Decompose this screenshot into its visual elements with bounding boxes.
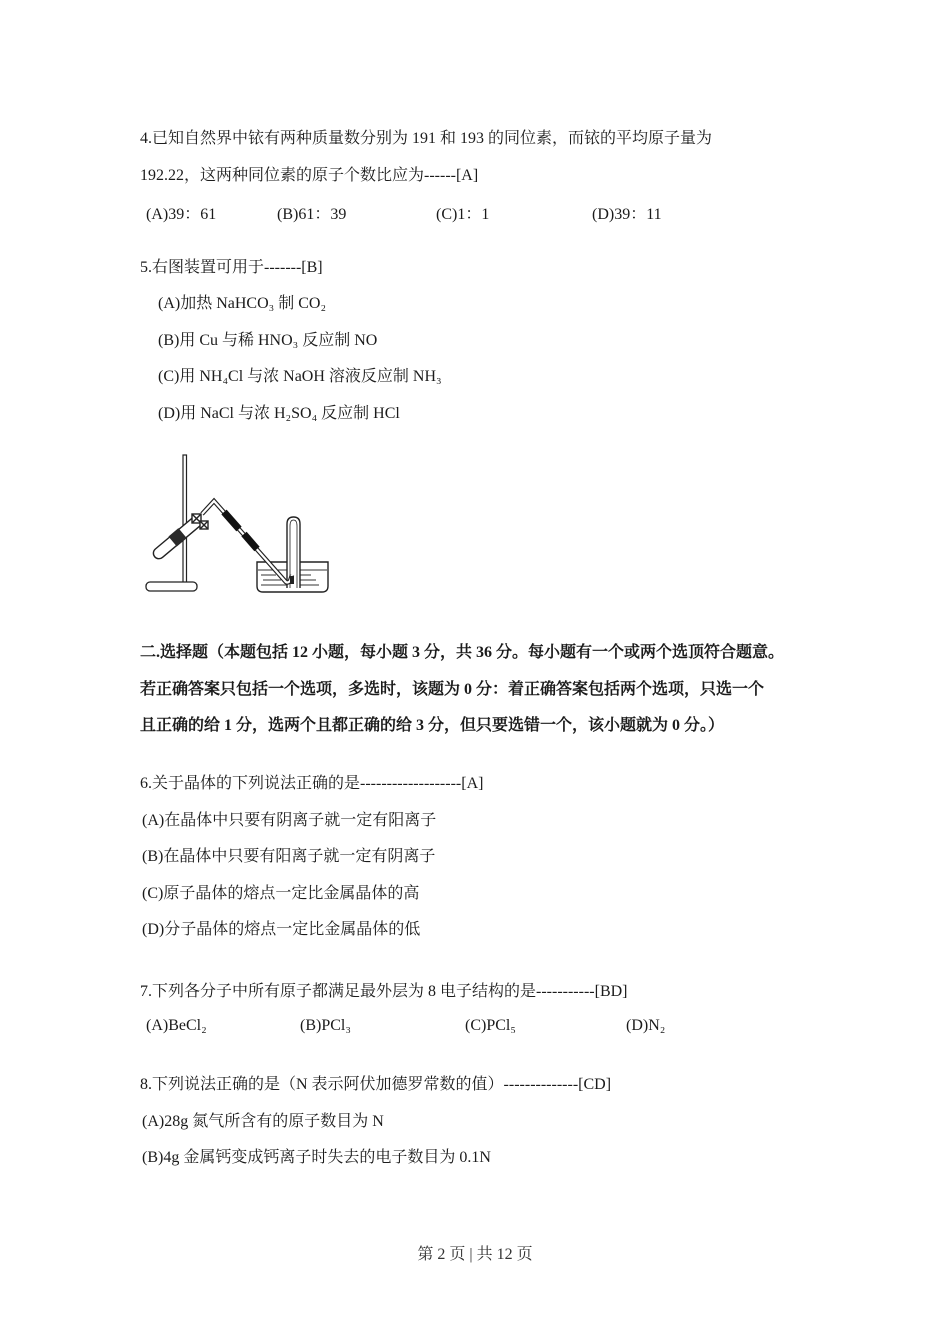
rubber-connector [244,534,257,549]
q7-title: 7.下列各分子中所有原子都满足最外层为 8 电子结构的是-----------[BD] [140,983,628,1000]
q4-options-row [146,201,662,224]
q6-option-c: (C)原子晶体的熔点一定比金属晶体的高 [142,885,420,902]
q5-option-b: (B)用 Cu 与稀 HNO₃ 反应制 NO [158,332,378,349]
q4-option-a: (A)39：61 [146,206,217,223]
q8-title: 8.下列说法正确的是（N 表示阿伏加德罗常数的值）--------------[CD] [140,1076,612,1093]
q4-text-line1: 4.已知自然界中铱有两种质量数分别为 191 和 193 的同位素，而铱的平均原子量为 [140,130,713,147]
q5-option-a: (A)加热 NaHCO₃ 制 CO₂ [158,295,327,312]
section2-header-line3: 且正确的给 1 分，选两个且都正确的给 3 分，但只要选错一个，该小题就为 0 分。） [140,717,725,734]
q4-option-c: (C)1：1 [436,206,490,223]
q6-option-a: (A)在晶体中只要有阴离子就一定有阳离子 [142,812,437,829]
q6-option-d: (D)分子晶体的熔点一定比金属晶体的低 [142,921,421,938]
q7-option-a: (A)BeCl₂ [146,1017,207,1034]
page-number: 第 2 页 | 共 12 页 [417,1246,533,1263]
q7-option-c: (C)PCl₅ [465,1017,516,1034]
q8-option-a: (A)28g 氮气所含有的原子数目为 N [142,1113,384,1130]
q7-option-d: (D)N₂ [626,1017,666,1034]
rubber-connector [224,512,239,529]
q8-option-b: (B)4g 金属钙变成钙离子时失去的电子数目为 0.1N [142,1149,491,1166]
q5-option-d: (D)用 NaCl 与浓 H₂SO₄ 反应制 HCl [158,405,400,422]
tube-tip [290,576,294,584]
q5-option-c: (C)用 NH₄Cl 与浓 NaOH 溶液反应制 NH₃ [158,368,442,385]
q4-option-b: (B)61：39 [277,206,347,223]
section2-header-line2: 若正确答案只包括一个选项，多选时，该题为 0 分：着正确答案包括两个选项，只选一个 [140,681,765,698]
q7-option-b: (B)PCl₃ [300,1017,351,1034]
q5-title: 5.右图装置可用于-------[B] [140,259,323,276]
q6-option-b: (B)在晶体中只要有阳离子就一定有阴离子 [142,848,436,865]
q7-options-row [146,1017,665,1035]
section2-header-line1: 二.选择题（本题包括 12 小题，每小题 3 分，共 36 分。每小题有一个或两个选顶符合题意。 [140,644,785,661]
stand-rod [183,455,187,585]
q4-text-line2: 192.22，这两种同位素的原子个数比应为------[A] [140,167,479,184]
stand-base [146,582,197,591]
q6-title: 6.关于晶体的下列说法正确的是-------------------[A] [140,775,484,792]
apparatus-diagram [140,448,360,608]
q4-option-d: (D)39：11 [592,206,662,223]
